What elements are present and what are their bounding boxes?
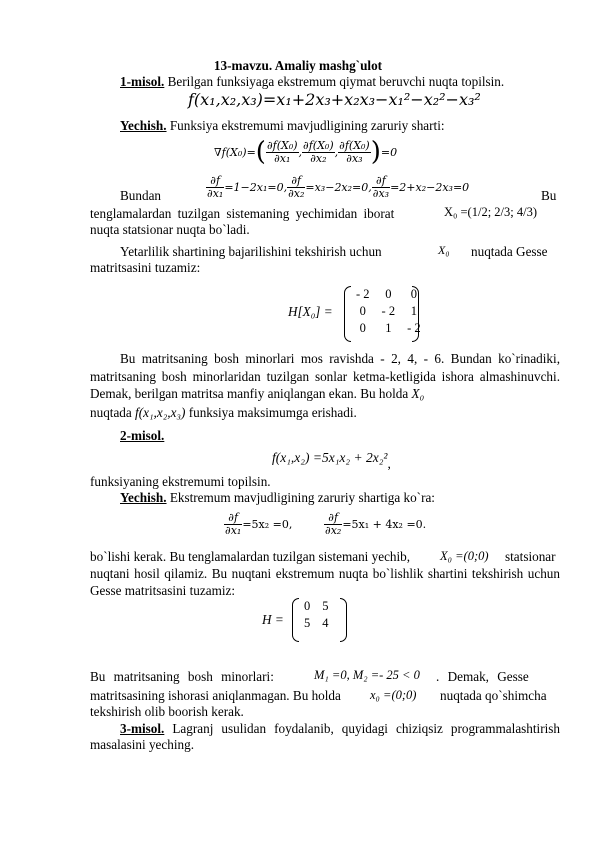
ex1-solution-line	[120, 118, 445, 134]
ex2-hessian-matrix	[298, 598, 335, 632]
eq-frac-3: $\frac{\partial f}{\text{∂x₃}}$	[372, 173, 390, 200]
ex2-derivative-1: $\frac{\partial f}{\text{∂x₁}}$ =5x₂ =0,	[225, 510, 293, 537]
ex1-task: Berilgan funksiyaga ekstremum qiymat beruvchi nuqta topilsin.	[164, 74, 505, 89]
gradient-equation: ∇f(X₀)= ( $\frac{\text{∂f(X₀)}}{\text{∂x₁}}$ , $\frac{\text{∂f(X₀)}}{\text{∂x₂}}$ , $\frac{\text{∂f(X₀)}}{\text{∂x₃}}$ ) =0	[214, 137, 398, 167]
ex2-solution-label: Yechish.	[120, 490, 167, 505]
ex2-line2b: statsionar	[505, 549, 556, 564]
ex1-function: f(x₁,x₂,x₃)=x₁+2x₃+x₂x₃−x₁²−x₂²−x₃²	[188, 90, 481, 109]
ex2-point-lower: x₀ =(0;0)	[370, 688, 417, 702]
ex2-minors-values: M₁ =0, M₂ =- 25 < 0	[314, 668, 420, 682]
grad-frac-3: $\frac{\text{∂f(X₀)}}{\text{∂x₃}}$	[339, 138, 370, 165]
grad-frac-2: $\frac{\text{∂f(X₀)}}{\text{∂x₂}}$	[303, 138, 334, 165]
ex2-minors-b: . Demak, Gesse	[436, 669, 529, 684]
ex2-line2a: bo`lishi kerak. Bu tenglamalardan tuzilgan sistemani yechib,	[90, 549, 411, 564]
minors-text: Bu matritsaning bosh minorlari mos ravishda - 2, 4, - 6. Bundan ko`rinadiki, matritsaning bosh minorlaridan tuzilgan sonlar ketma-ketligida ishora almashinuvchi. Demak, berilgan matritsa manfiy aniqlangan ekan. Bu holda	[90, 351, 560, 401]
gradient-paren-close: )	[370, 137, 381, 167]
sufficiency-text-b: nuqtada Gesse	[471, 244, 548, 259]
ex2-bracket-right	[340, 598, 347, 642]
matrix-row: - 2 0 0	[356, 287, 417, 301]
minors-paragraph	[90, 350, 560, 403]
ex2-derivative-2: $\frac{\partial f}{\text{∂x₂}}$ =5x₁ + 4x₂ =0.	[325, 510, 427, 537]
gradient-rhs: =0	[380, 145, 398, 159]
gradient-lhs: ∇f(X₀)=	[214, 145, 256, 159]
matrix-row: 5 4	[304, 616, 329, 630]
ex3-text: Lagranj usulidan foydalanib, quyidagi chiziqsiz programmalashtirish masalasini yeching.	[90, 721, 561, 752]
eq-3: =2+x₂−2x₃=0	[390, 180, 470, 194]
ex3-label: 3-misol.	[120, 721, 165, 736]
ex2-minors-a: Bu matritsaning bosh minorlari:	[90, 669, 274, 684]
derivative-system	[206, 170, 469, 204]
ex2-label: 2-misol.	[120, 428, 165, 443]
page-title: 13-mavzu. Amaliy mashg`ulot	[213, 58, 383, 73]
bundan-word: Bundan	[120, 188, 162, 203]
max-text: funksiya maksimumga erishadi.	[188, 405, 357, 420]
gradient-paren-open: (	[255, 137, 266, 167]
ex2-line4a: matritsasining ishorasi aniqlanmagan. Bu holda	[90, 688, 341, 703]
ex1-solution-label: Yechish.	[120, 118, 167, 133]
ex2-line4b: nuqtada qo`shimcha	[440, 688, 547, 703]
hessian-label: H[X₀] =	[288, 304, 333, 319]
stationary-line: nuqta statsionar nuqta bo`ladi.	[90, 222, 250, 237]
nuqtada-word: nuqtada	[90, 405, 132, 420]
ex1-label: 1-misol.	[120, 74, 165, 89]
ex2-stationary-point: X₀ =(0;0)	[440, 549, 489, 563]
sufficiency-text-c: matritsasini tuzamiz:	[90, 260, 201, 275]
eq-2: =x₃−2x₂=0,	[305, 180, 372, 194]
ex2-hessian-label: H =	[262, 612, 284, 627]
ex2-solution-line	[120, 490, 435, 506]
hessian-bracket-right	[412, 286, 419, 342]
x0-symbol: X₀	[438, 243, 450, 257]
grad-frac-1: $\frac{\text{∂f(X₀)}}{\text{∂x₁}}$	[266, 138, 298, 165]
ex2-function: f(x₁,x₂) =5x₁x₂ + 2x₂²,	[272, 450, 391, 471]
stationary-point-1: X₀ =(1/2; 2/3; 4/3)	[444, 205, 537, 219]
matrix-row: 0 1 - 2	[359, 321, 421, 335]
ex3-paragraph	[90, 721, 560, 753]
ex2-line3: nuqtani hosil qilamiz. Bu nuqtani ekstremum nuqta bo`lishlik shartini tekshirish uchun Gesse matritsasini tuzamiz:	[90, 566, 560, 598]
matrix-row: 0 5	[304, 599, 329, 613]
sufficiency-text-a: Yetarlilik shartining bajarilishini tekshirish uchun	[120, 244, 382, 259]
eq-frac-2: $\frac{\partial f}{\text{∂x₂}}$	[288, 173, 305, 200]
minors-x0: X₀	[411, 386, 425, 401]
tenglama-line: tenglamalardan tuzilgan sistemaning yechimidan iborat	[90, 206, 395, 221]
matrix-row: 0 - 2 1	[359, 304, 417, 318]
ex1-solution-text: Funksiya ekstremumi mavjudligining zaruriy sharti:	[166, 118, 445, 133]
f-three-args: f(x₁,x₂,x₃)	[135, 405, 186, 420]
ex2-task: funksiyaning ekstremumi topilsin.	[90, 474, 271, 489]
eq-1: =1−2x₁=0,	[224, 180, 288, 194]
max-line	[90, 405, 357, 421]
bu-word: Bu	[541, 188, 557, 203]
ex2-line5: tekshirish olib boorish kerak.	[90, 704, 244, 719]
ex2-solution-text: Ekstremum mavjudligining zaruriy shartiga ko`ra:	[166, 490, 435, 505]
ex1-task-line	[120, 74, 504, 90]
eq-frac-1: $\frac{\partial f}{\text{∂x₁}}$	[207, 173, 224, 200]
